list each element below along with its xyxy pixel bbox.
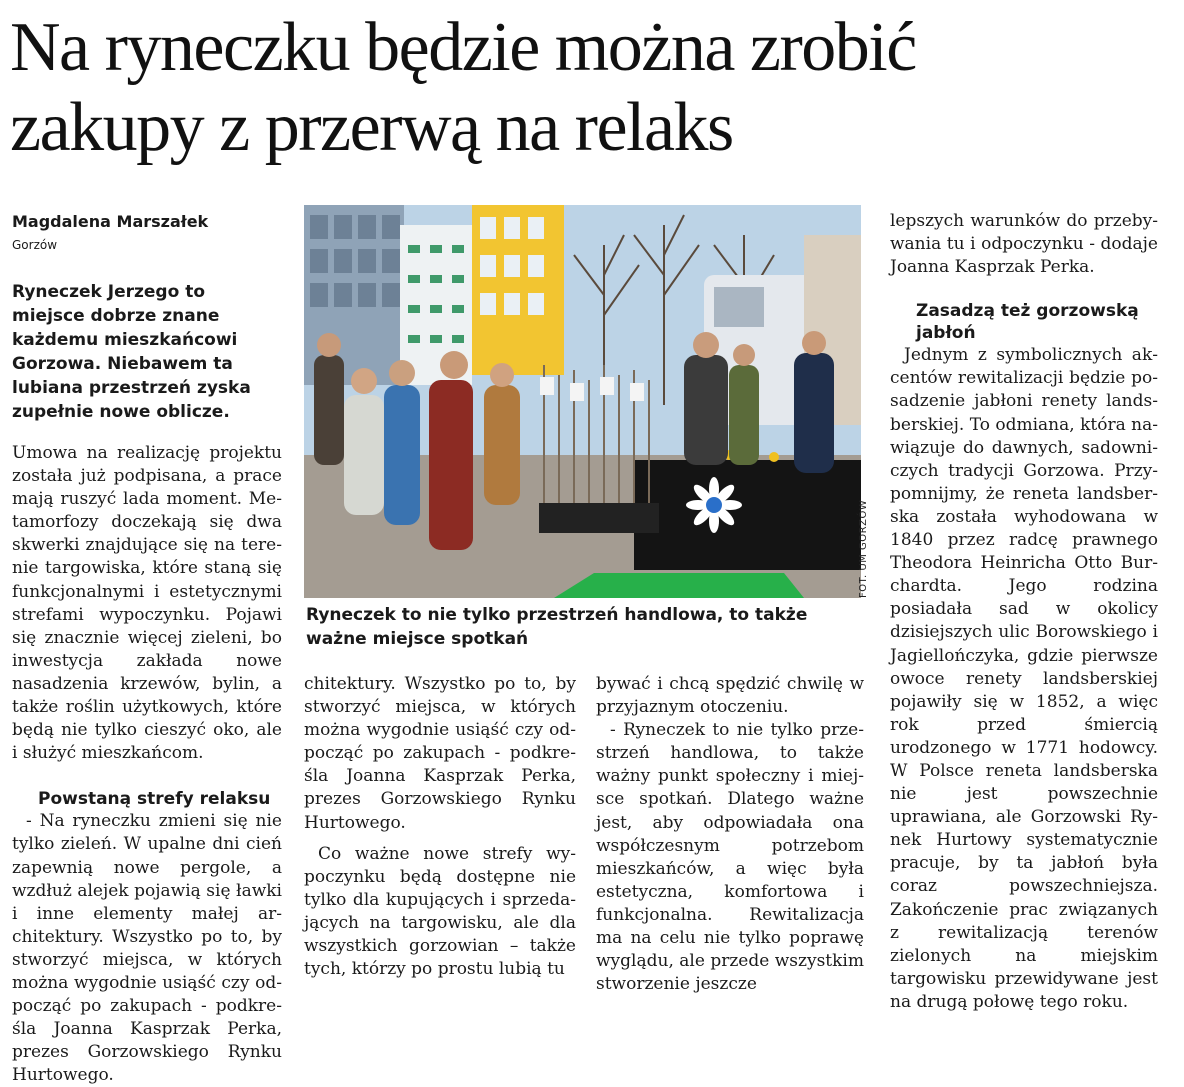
author-location: Gorzów — [12, 238, 58, 252]
article-photo — [304, 205, 861, 598]
body-paragraph-4: - Ryneczek to nie tylko przestrzeń handlowa, to także ważny punkt społeczny i miejsce spotkań. Dlatego ważne jest, aby odpowiadała ona współczesnym potrzebom mieszkańców, a więc była estetyczna, komfortowa i funkcjonalna. Rewitalizacja ma na celu nie tylko poprawę wyglądu, ale przede wszystkim stworzenie jeszcze — [596, 720, 864, 995]
subhead-relax-zones: Powstaną strefy relaksu — [38, 789, 271, 810]
body-paragraph-2-continued: chitektury. Wszystko po to, by stworzyć miejsca, w których można wygodnie usiąść czy odpocząć po zakupach - podkreśla Joanna Kasprzak Perka, prezes Gorzowskiego Rynku Hurtowego. — [304, 674, 576, 833]
body-paragraph-5: Jednym z symbolicznych akcentów rewitalizacji będzie posadzenie jabłoni renety landsberskiej. To odmiana, która nawiązuje do dawnych, sadowniczych tradycji Gorzowa. Przypomnijmy, że reneta landsberska została wyhodowana w 1840 przez radcę prawnego Theodora Heinricha Otto Burchardta. Jego rodzina posiadała sad w okolicy dzisiejszych ulic Borowskiego i Jagiellończyka, gdzie pierwsze owoce renety landsberskiej pojawiły się w 1852, a więc rok przed śmiercią urodzonego w 1771 hodowcy. W Polsce reneta landsberska nie jest powszechnie uprawiana, ale Gorzowski Rynek Hurtowy systematycznie pracuje, by ta jabłoń była coraz powszechniejsza. Zakończenie prac związanych z rewitalizacją terenów zielonych na miejskim targowisku przewidywane jest na drugą połowę tego roku. — [890, 345, 1158, 1012]
market-scene-illustration — [304, 205, 861, 598]
article-column-3 — [596, 673, 864, 996]
body-paragraph-2: - Na ryneczku zmieni się nie tylko zieleń. W upalne dni cień zapewnią nowe pergole, a wzdłuż alejek pojawią się ławki i inne elementy małej architektury. Wszystko po to, by stworzyć miejsca, w których można wygodnie usiąść czy odpocząć po zakupach - podkreśla Joanna Kasprzak Perka, prezes Gorzowskiego Rynku Hurtowego. — [12, 811, 282, 1086]
photo-credit: FOT. UM GORZÓW — [858, 499, 869, 598]
article-headline — [10, 8, 1170, 168]
article-column-2 — [304, 673, 576, 981]
subhead-apple-tree: Zasadzą też gorzowską jabłoń — [916, 301, 1139, 344]
headline-line-1: Na ryneczku będzie można zrobić — [10, 9, 916, 86]
body-paragraph-3-continued: bywać i chcą spędzić chwilę w przyjaznym otoczeniu. — [596, 674, 864, 718]
photo-caption: Ryneczek to nie tylko przestrzeń handlowa, to także ważne miejsce spotkań — [306, 605, 808, 649]
author-name: Magdalena Marszałek — [12, 212, 209, 231]
body-paragraph-3: Co ważne nowe strefy wypoczynku będą dostępne nie tylko dla kupujących i sprzedających na targowisku, ale dla wszystkich gorzowian – także tych, którzy po prostu lubią tu — [304, 843, 576, 980]
body-paragraph-1: Umowa na realizację projektu została już podpisana, a prace mają ruszyć lada moment. Metamorfozy doczekają się dwa skwerki znajdujące się na terenie targowiska, które staną się funkcjonalnymi i estetycznymi strefami wypoczynku. Pojawi się znacznie więcej zieleni, bo inwestycja zakłada nowe nasadzenia krzewów, bylin, a także roślin użytkowych, które będą nie tylko cieszyć oko, ale i służyć mieszkańcom. — [12, 443, 282, 764]
body-paragraph-4-continued: lepszych warunków do przebywania tu i odpoczynku - dodaje Joanna Kasprzak Perka. — [890, 211, 1158, 278]
article-lead: Ryneczek Jerzego to miejsce dobrze znane każdemu mieszkańcowi Gorzowa. Niebawem ta lubiana przestrzeń zyska zupełnie nowe oblicze. — [12, 282, 251, 422]
article-column-1 — [12, 442, 282, 1086]
article-column-4 — [890, 210, 1158, 1014]
headline-line-2: zakupy z przerwą na relaks — [10, 89, 733, 166]
